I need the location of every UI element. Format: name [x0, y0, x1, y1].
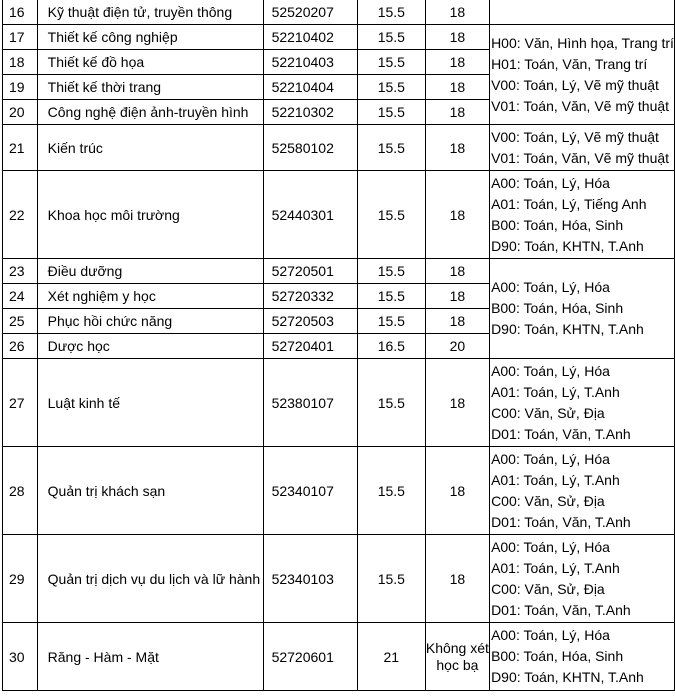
subject-combinations	[490, 259, 675, 359]
major-code: 52340103	[263, 535, 357, 623]
subject-combinations	[490, 125, 675, 171]
subject-combinations	[490, 535, 675, 623]
major-code: 52380107	[263, 359, 357, 447]
combination-line: B00: Toán, Hóa, Sinh	[491, 300, 624, 316]
subject-combinations	[490, 0, 675, 25]
combination-line: A01: Toán, Lý, Tiếng Anh	[491, 195, 647, 212]
major-code: 52720332	[263, 284, 357, 309]
row-number: 27	[3, 359, 38, 447]
row-number: 26	[3, 334, 38, 359]
major-code: 52340107	[263, 447, 357, 535]
major-code: 52210403	[263, 50, 357, 75]
score-transcript: 18	[425, 284, 489, 309]
score-transcript: 18	[425, 75, 489, 100]
major-code: 52580102	[263, 125, 357, 171]
score-transcript: 18	[425, 171, 489, 259]
score-exam: 21	[357, 623, 425, 691]
table-row	[3, 623, 675, 691]
score-transcript: 18	[425, 309, 489, 334]
combination-line: H00: Văn, Hình họa, Trang trí	[491, 34, 674, 51]
major-name: Khoa học môi trường	[37, 171, 263, 259]
combination-line: D90: Toán, KHTN, T.Anh	[491, 669, 644, 685]
major-name: Luật kinh tế	[37, 359, 263, 447]
score-exam: 15.5	[357, 100, 425, 125]
score-exam: 15.5	[357, 171, 425, 259]
subject-combinations	[490, 623, 675, 691]
combination-line: A00: Toán, Lý, Hóa	[491, 538, 610, 555]
combination-line: B00: Toán, Hóa, Sinh	[491, 648, 624, 664]
row-number: 23	[3, 259, 38, 284]
combination-line: B00: Toán, Hóa, Sinh	[491, 216, 624, 233]
major-name: Kỹ thuật điện tử, truyền thông	[37, 0, 263, 25]
row-number: 24	[3, 284, 38, 309]
score-exam: 15.5	[357, 359, 425, 447]
major-code: 52440301	[263, 171, 357, 259]
major-code: 52210302	[263, 100, 357, 125]
major-name: Điều dưỡng	[37, 259, 263, 284]
combination-line: A00: Toán, Lý, Hóa	[491, 627, 610, 643]
row-number: 21	[3, 125, 38, 171]
score-transcript: 18	[425, 125, 489, 171]
score-exam: 15.5	[357, 0, 425, 25]
score-exam: 15.5	[357, 50, 425, 75]
combination-line: A00: Toán, Lý, Hóa	[491, 450, 610, 467]
table-row	[3, 447, 675, 535]
score-transcript: Không xét học bạ	[425, 623, 489, 691]
major-name: Công nghệ điện ảnh-truyền hình	[37, 100, 263, 125]
score-transcript: 18	[425, 535, 489, 623]
combination-line: D90: Toán, KHTN, T.Anh	[491, 321, 644, 337]
score-exam: 15.5	[357, 75, 425, 100]
major-name: Thiết kế thời trang	[37, 75, 263, 100]
combination-line: D01: Toán, Văn, T.Anh	[491, 601, 631, 618]
admission-score-table	[2, 0, 675, 691]
major-code: 52520207	[263, 0, 357, 25]
major-code: 52720601	[263, 623, 357, 691]
row-number: 16	[3, 0, 38, 25]
score-exam: 15.5	[357, 309, 425, 334]
major-name: Quản trị dịch vụ du lịch và lữ hành	[37, 535, 263, 623]
combination-line: A01: Toán, Lý, T.Anh	[491, 471, 620, 488]
combination-line: C00: Văn, Sử, Địa	[491, 580, 605, 597]
row-number: 19	[3, 75, 38, 100]
major-name: Dược học	[37, 334, 263, 359]
score-transcript: 18	[425, 447, 489, 535]
score-transcript: 18	[425, 50, 489, 75]
combination-line: V01: Toán, Văn, Vẽ mỹ thuật	[491, 149, 670, 166]
combination-line: A01: Toán, Lý, T.Anh	[491, 559, 620, 576]
subject-combinations	[490, 171, 675, 259]
row-number: 28	[3, 447, 38, 535]
combination-line: C00: Văn, Sử, Địa	[491, 404, 605, 421]
row-number: 18	[3, 50, 38, 75]
combination-line: H01: Toán, Văn, Trang trí	[491, 55, 648, 72]
combination-line: D01: Toán, Văn, T.Anh	[491, 513, 631, 530]
score-transcript: 18	[425, 359, 489, 447]
major-name: Thiết kế đồ họa	[37, 50, 263, 75]
score-exam: 15.5	[357, 25, 425, 50]
combination-line: C00: Văn, Sử, Địa	[491, 492, 605, 509]
combination-line: V00: Toán, Lý, Vẽ mỹ thuật	[491, 76, 659, 93]
table-row	[3, 171, 675, 259]
subject-combinations	[490, 25, 675, 125]
score-exam: 15.5	[357, 447, 425, 535]
combination-line: A00: Toán, Lý, Hóa	[491, 362, 610, 379]
major-code: 52210402	[263, 25, 357, 50]
combination-line: D90: Toán, KHTN, T.Anh	[491, 237, 644, 254]
table-row	[3, 359, 675, 447]
row-number: 20	[3, 100, 38, 125]
major-code: 52720501	[263, 259, 357, 284]
major-name: Răng - Hàm - Mặt	[37, 623, 263, 691]
combination-line: V01: Toán, Văn, Vẽ mỹ thuật	[491, 97, 670, 114]
subject-combinations	[490, 447, 675, 535]
row-number: 29	[3, 535, 38, 623]
major-code: 52720401	[263, 334, 357, 359]
combination-line: A00: Toán, Lý, Hóa	[491, 279, 610, 295]
score-transcript: 18	[425, 100, 489, 125]
major-name: Xét nghiệm y học	[37, 284, 263, 309]
subject-combinations	[490, 359, 675, 447]
score-exam: 15.5	[357, 535, 425, 623]
table-row	[3, 25, 675, 50]
table-row	[3, 535, 675, 623]
score-transcript: 18	[425, 0, 489, 25]
major-code: 52210404	[263, 75, 357, 100]
combination-line: A01: Toán, Lý, T.Anh	[491, 383, 620, 400]
major-name: Phục hồi chức năng	[37, 309, 263, 334]
major-name: Thiết kế công nghiệp	[37, 25, 263, 50]
row-number: 17	[3, 25, 38, 50]
combination-line: D01: Toán, Văn, T.Anh	[491, 425, 631, 442]
combination-line: V00: Toán, Lý, Vẽ mỹ thuật	[491, 128, 659, 145]
major-code: 52720503	[263, 309, 357, 334]
score-exam: 15.5	[357, 259, 425, 284]
score-transcript: 18	[425, 25, 489, 50]
score-exam: 16.5	[357, 334, 425, 359]
major-name: Quản trị khách sạn	[37, 447, 263, 535]
table-row	[3, 125, 675, 171]
table-row	[3, 0, 675, 25]
score-transcript: 18	[425, 259, 489, 284]
major-name: Kiến trúc	[37, 125, 263, 171]
score-exam: 15.5	[357, 284, 425, 309]
table-row	[3, 259, 675, 284]
row-number: 30	[3, 623, 38, 691]
row-number: 22	[3, 171, 38, 259]
row-number: 25	[3, 309, 38, 334]
combination-line: A00: Toán, Lý, Hóa	[491, 174, 610, 191]
score-transcript: 20	[425, 334, 489, 359]
score-exam: 15.5	[357, 125, 425, 171]
